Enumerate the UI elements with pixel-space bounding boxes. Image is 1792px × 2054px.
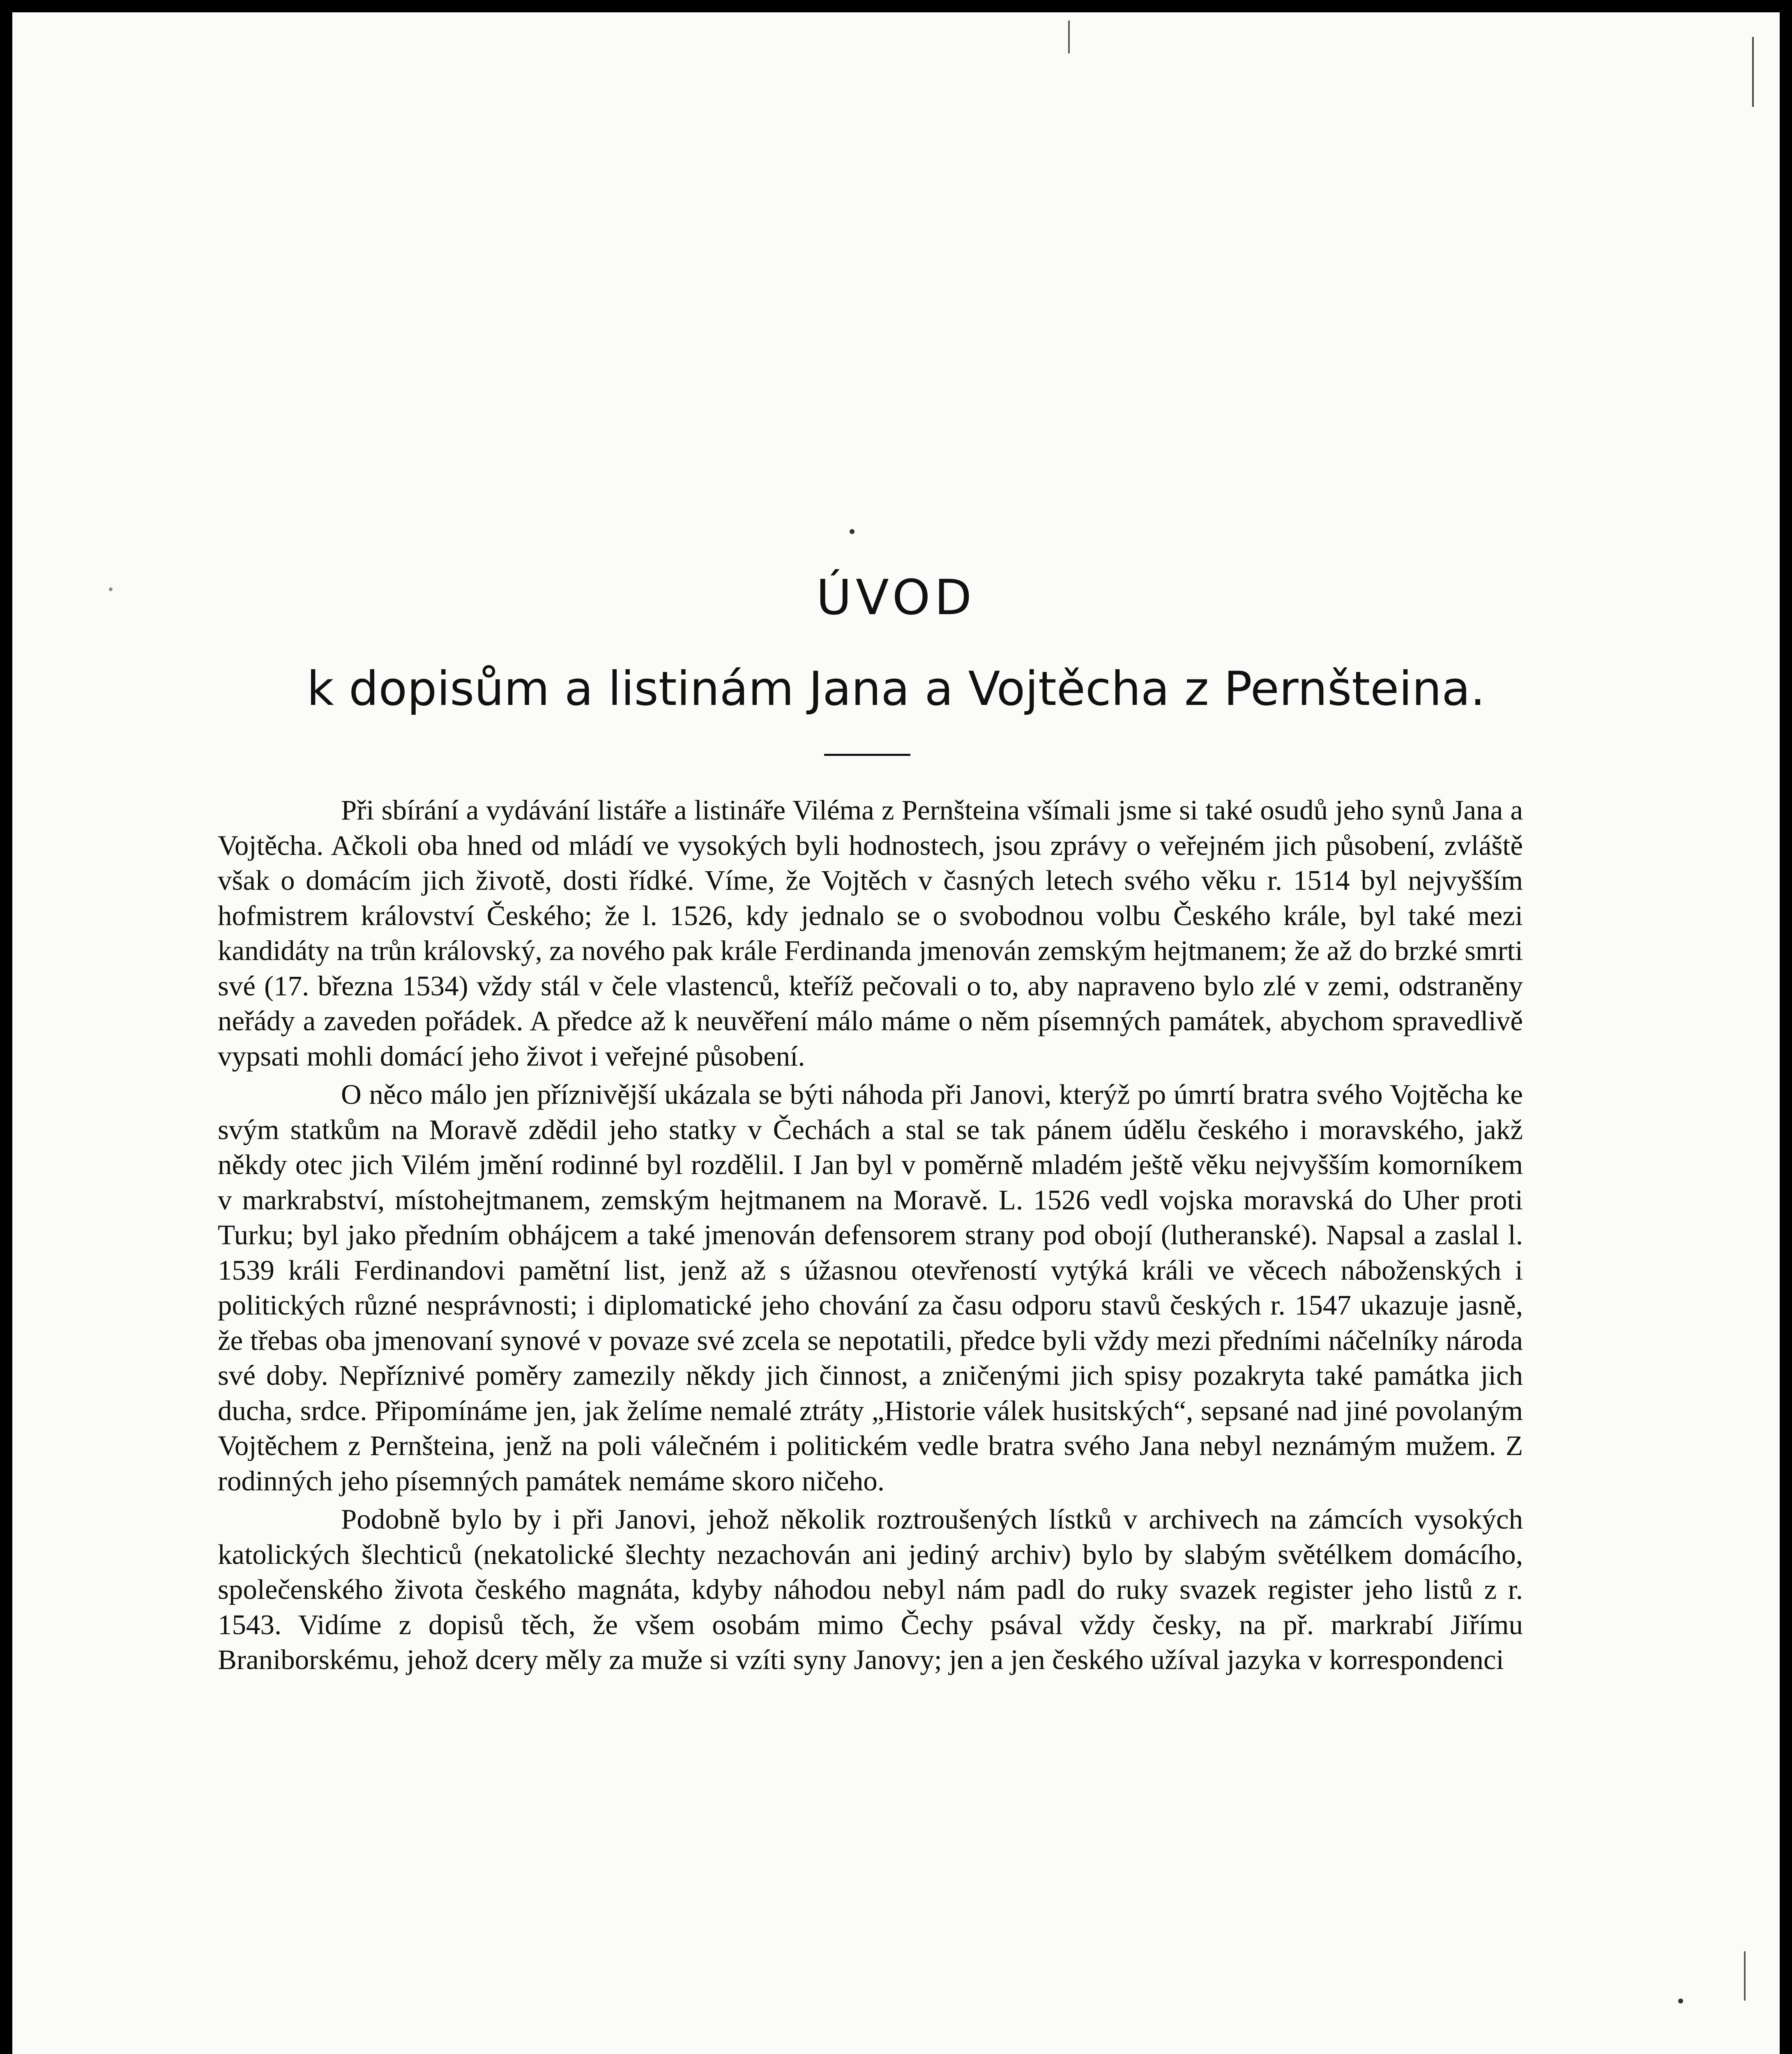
page-title: ÚVOD (816, 569, 976, 626)
scan-speck (109, 587, 113, 591)
scan-edge-mark (1068, 21, 1070, 53)
scan-speck (1678, 1999, 1683, 2003)
scan-speck (850, 529, 855, 534)
scan-edge-mark (1744, 1951, 1746, 2001)
paragraph-1: Při sbírání a vydávání listáře a listináře Viléma z Pernšteina všímali jsme si také osudů jeho synů Jana a Vojtěcha. Ačkoli oba hned od mládí ve vysokých byli hodnostech, jsou zprávy o veřejném jich působení, zvláště však o domácím jich životě, dosti řídké. Víme, že Vojtěch v časných letech svého věku r. 1514 byl nejvyšším hofmistrem království Českého; že l. 1526, kdy jednalo se o svobodnou volbu Českého krále, byl také mezi kandidáty na trůn královský, za nového pak krále Ferdinanda jmenován zemským hejtmanem; že až do brzké smrti své (17. března 1534) vždy stál v čele vlastenců, kteříž pečovali o to, aby napraveno bylo zlé v zemi, odstraněny neřády a zaveden pořádek. A předce až k neuvěření málo máme o něm písemných památek, abychom spravedlivě vypsati mohli domácí jeho život i veřejné působení. (218, 794, 1523, 1072)
scan-edge-mark (1752, 37, 1754, 107)
body-text (218, 793, 1523, 1678)
paragraph-3: Podobně bylo by i při Janovi, jehož několik roztroušených lístků v archivech na zámcích vysokých katolických šlechticů (nekatolické šlechty nezachován ani jediný archiv) bylo by slabým světélkem domácího, společenského života českého magnáta, kdyby náhodou nebyl nám padl do ruky svazek register jeho listů z r. 1543. Vidíme z dopisů těch, že všem osobám mimo Čechy psával vždy česky, na př. markrabí Jiřímu Braniborskému, jehož dcery měly za muže si vzíti syny Janovy; jen a jen českého užíval jazyka v korrespondenci (218, 1504, 1523, 1675)
title-divider (824, 754, 910, 756)
paragraph-2: O něco málo jen příznivější ukázala se býti náhoda při Janovi, kterýž po úmrtí bratra svého Vojtěcha ke svým statkům na Moravě zdědil jeho statky v Čechách a stal se tak pánem údělu českého i moravského, jakž někdy otec jich Vilém jmění rodinné byl rozdělil. I Jan byl v poměrně mladém ještě věku nejvyšším komorníkem v markrabství, místohejtmanem, zemským hejtmanem na Moravě. L. 1526 vedl vojska moravská do Uher proti Turku; byl jako předním obhájcem a také jmenován defensorem strany pod obojí (lutheranské). Napsal a zaslal l. 1539 králi Ferdinandovi pamětní list, jenž až s úžasnou otevřeností vytýká králi ve věcech náboženských i politických různé nesprávnosti; i diplomatické jeho chování za času odporu stavů českých r. 1547 ukazuje jasně, že třebas oba jmenovaní synové v povaze své zcela se nepotatili, předce byli vždy mezi předními náčelníky národa své doby. Nepříznivé poměry zamezily někdy jich činnost, a zničenými jich spisy pozakryta také památka jich ducha, srdce. Připomínáme jen, jak želíme nemalé ztráty „Historie válek husitských“, sepsané nad jiné povolaným Vojtěchem z Pernšteina, jenž na poli válečném i politickém vedle bratra svého Jana nebyl neznámým mužem. Z rodinných jeho písemných památek nemáme skoro ničeho. (218, 1079, 1523, 1497)
scanned-page (12, 12, 1780, 2054)
page-subtitle: k dopisům a listinám Jana a Vojtěcha z Pernšteina. (306, 661, 1486, 716)
